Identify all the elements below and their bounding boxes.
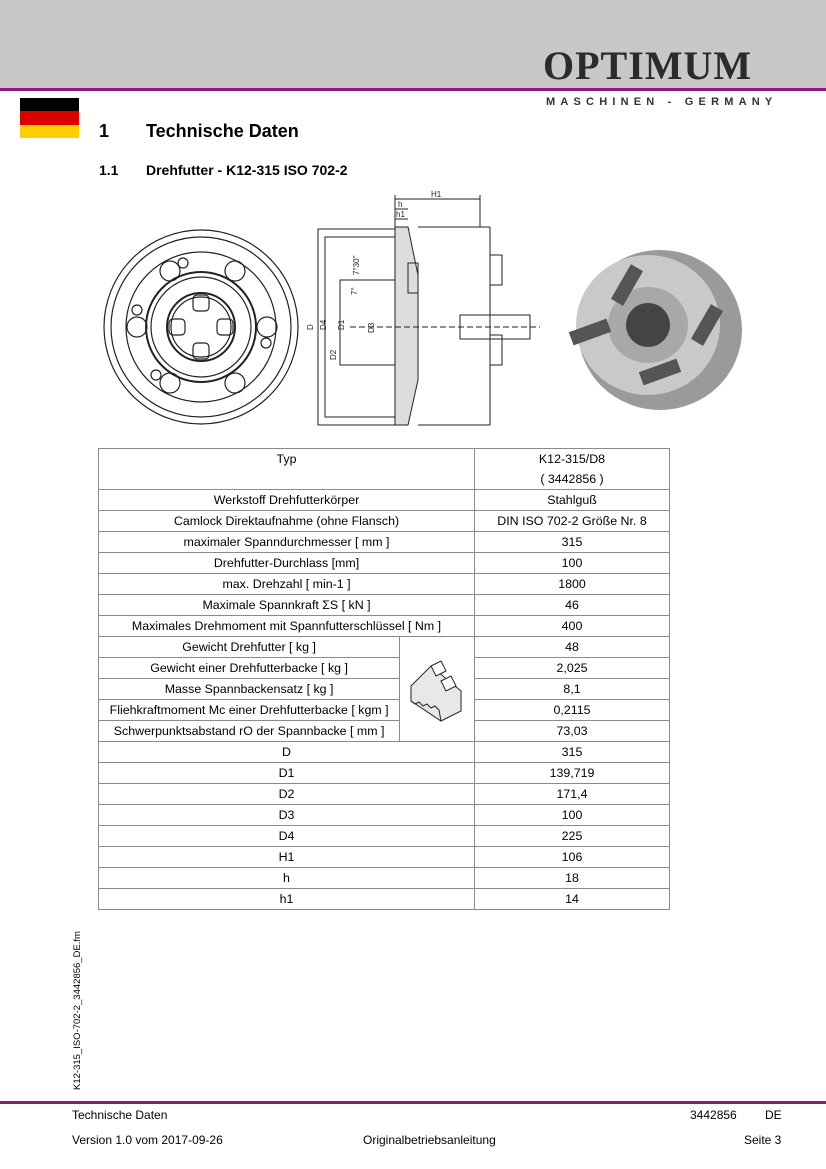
table-row [99,679,670,700]
row-label: Werkstoff Drehfutterkörper [99,490,475,511]
table-row [99,847,670,868]
spec-table [98,448,670,910]
row-value: DIN ISO 702-2 Größe Nr. 8 [475,511,670,532]
table-row [99,763,670,784]
table-row [99,449,670,490]
row-value: 48 [475,637,670,658]
row-label: Camlock Direktaufnahme (ohne Flansch) [99,511,475,532]
table-row [99,889,670,910]
row-label: max. Drehzahl [ min-1 ] [99,574,475,595]
row-label: Maximales Drehmoment mit Spannfutterschlüssel [ Nm ] [99,616,475,637]
header-rule [0,88,826,91]
dim-label-D: D [306,324,315,330]
dim-label-D1: D1 [337,319,346,330]
footer-version: Version 1.0 vom 2017-09-26 [72,1133,223,1147]
row-label: Maximale Spannkraft ΣS [ kN ] [99,595,475,616]
row-value: 139,719 [475,763,670,784]
table-row [99,784,670,805]
german-flag-icon [20,98,79,138]
footer-chapter: Technische Daten [72,1108,168,1122]
chuck-3d-render [569,250,742,410]
chuck-jaw-icon [401,646,473,726]
jaw-image-cell [400,637,475,742]
row-value: 73,03 [475,721,670,742]
row-value: 8,1 [475,679,670,700]
row-label: h1 [99,889,475,910]
table-row [99,511,670,532]
row-value: 2,025 [475,658,670,679]
row-label: Drehfutter-Durchlass [mm] [99,553,475,574]
row-value: 0,2115 [475,700,670,721]
row-value: 315 [475,742,670,763]
footer-rule [0,1101,826,1104]
row-value: 100 [475,553,670,574]
type-value [475,449,670,490]
type-article: ( 3442856 ) [540,472,604,486]
table-row [99,658,670,679]
row-value: 100 [475,805,670,826]
footer-doc-type: Originalbetriebsanleitung [363,1133,496,1147]
row-value: 225 [475,826,670,847]
table-row [99,490,670,511]
row-label: D1 [99,763,475,784]
subsection-title: Drehfutter - K12-315 ISO 702-2 [146,162,348,178]
dim-label-h: h [398,200,403,209]
dim-label-D4: D4 [319,319,328,330]
row-label: Masse Spannbackensatz [ kg ] [99,679,400,700]
table-row [99,868,670,889]
table-row [99,826,670,847]
dim-label-D3: D3 [367,322,376,333]
angle-label-1: 7° [350,287,359,295]
footer-language: DE [765,1108,782,1122]
row-label: H1 [99,847,475,868]
row-value: 46 [475,595,670,616]
dim-label-h1: h1 [396,210,405,219]
table-row [99,700,670,721]
table-row [99,595,670,616]
table-row [99,616,670,637]
row-value: 14 [475,889,670,910]
table-row [99,805,670,826]
row-label: D2 [99,784,475,805]
angle-label-2: 7°30'' [352,255,361,275]
section-title: Technische Daten [146,121,299,141]
type-label: Typ [99,449,475,490]
row-label: D [99,742,475,763]
row-label: Gewicht einer Drehfutterbacke [ kg ] [99,658,400,679]
row-value: 400 [475,616,670,637]
row-value: 315 [475,532,670,553]
table-row [99,553,670,574]
row-label: Gewicht Drehfutter [ kg ] [99,637,400,658]
row-label: D4 [99,826,475,847]
dim-label-D2: D2 [329,349,338,360]
row-label: maximaler Spanndurchmesser [ mm ] [99,532,475,553]
table-row [99,742,670,763]
table-row [99,637,670,658]
brand-logo: OPTIMUM [543,43,753,88]
row-value: 106 [475,847,670,868]
row-value: 171,4 [475,784,670,805]
dim-label-H1: H1 [431,190,442,199]
footer-article-number: 3442856 [690,1108,737,1122]
table-row [99,721,670,742]
chuck-technical-drawing [100,185,760,433]
row-value: 1800 [475,574,670,595]
table-row [99,574,670,595]
side-filename: K12-315_ISO-702-2_3442856_DE.fm [72,931,83,1090]
row-label: Schwerpunktsabstand rO der Spannbacke [ mm ] [99,721,400,742]
type-model: K12-315/D8 [538,452,606,466]
row-value: Stahlguß [475,490,670,511]
chuck-front-view [104,230,298,424]
section-number: 1 [99,121,110,141]
row-label: Fliehkraftmoment Mc einer Drehfutterbacke [ kgm ] [99,700,400,721]
footer-page: Seite 3 [744,1133,782,1147]
row-label: D3 [99,805,475,826]
brand-tagline: MASCHINEN - GERMANY [546,96,778,108]
row-value: 18 [475,868,670,889]
chuck-side-section [318,195,540,425]
subsection-number: 1.1 [99,162,119,178]
table-row [99,532,670,553]
row-label: h [99,868,475,889]
